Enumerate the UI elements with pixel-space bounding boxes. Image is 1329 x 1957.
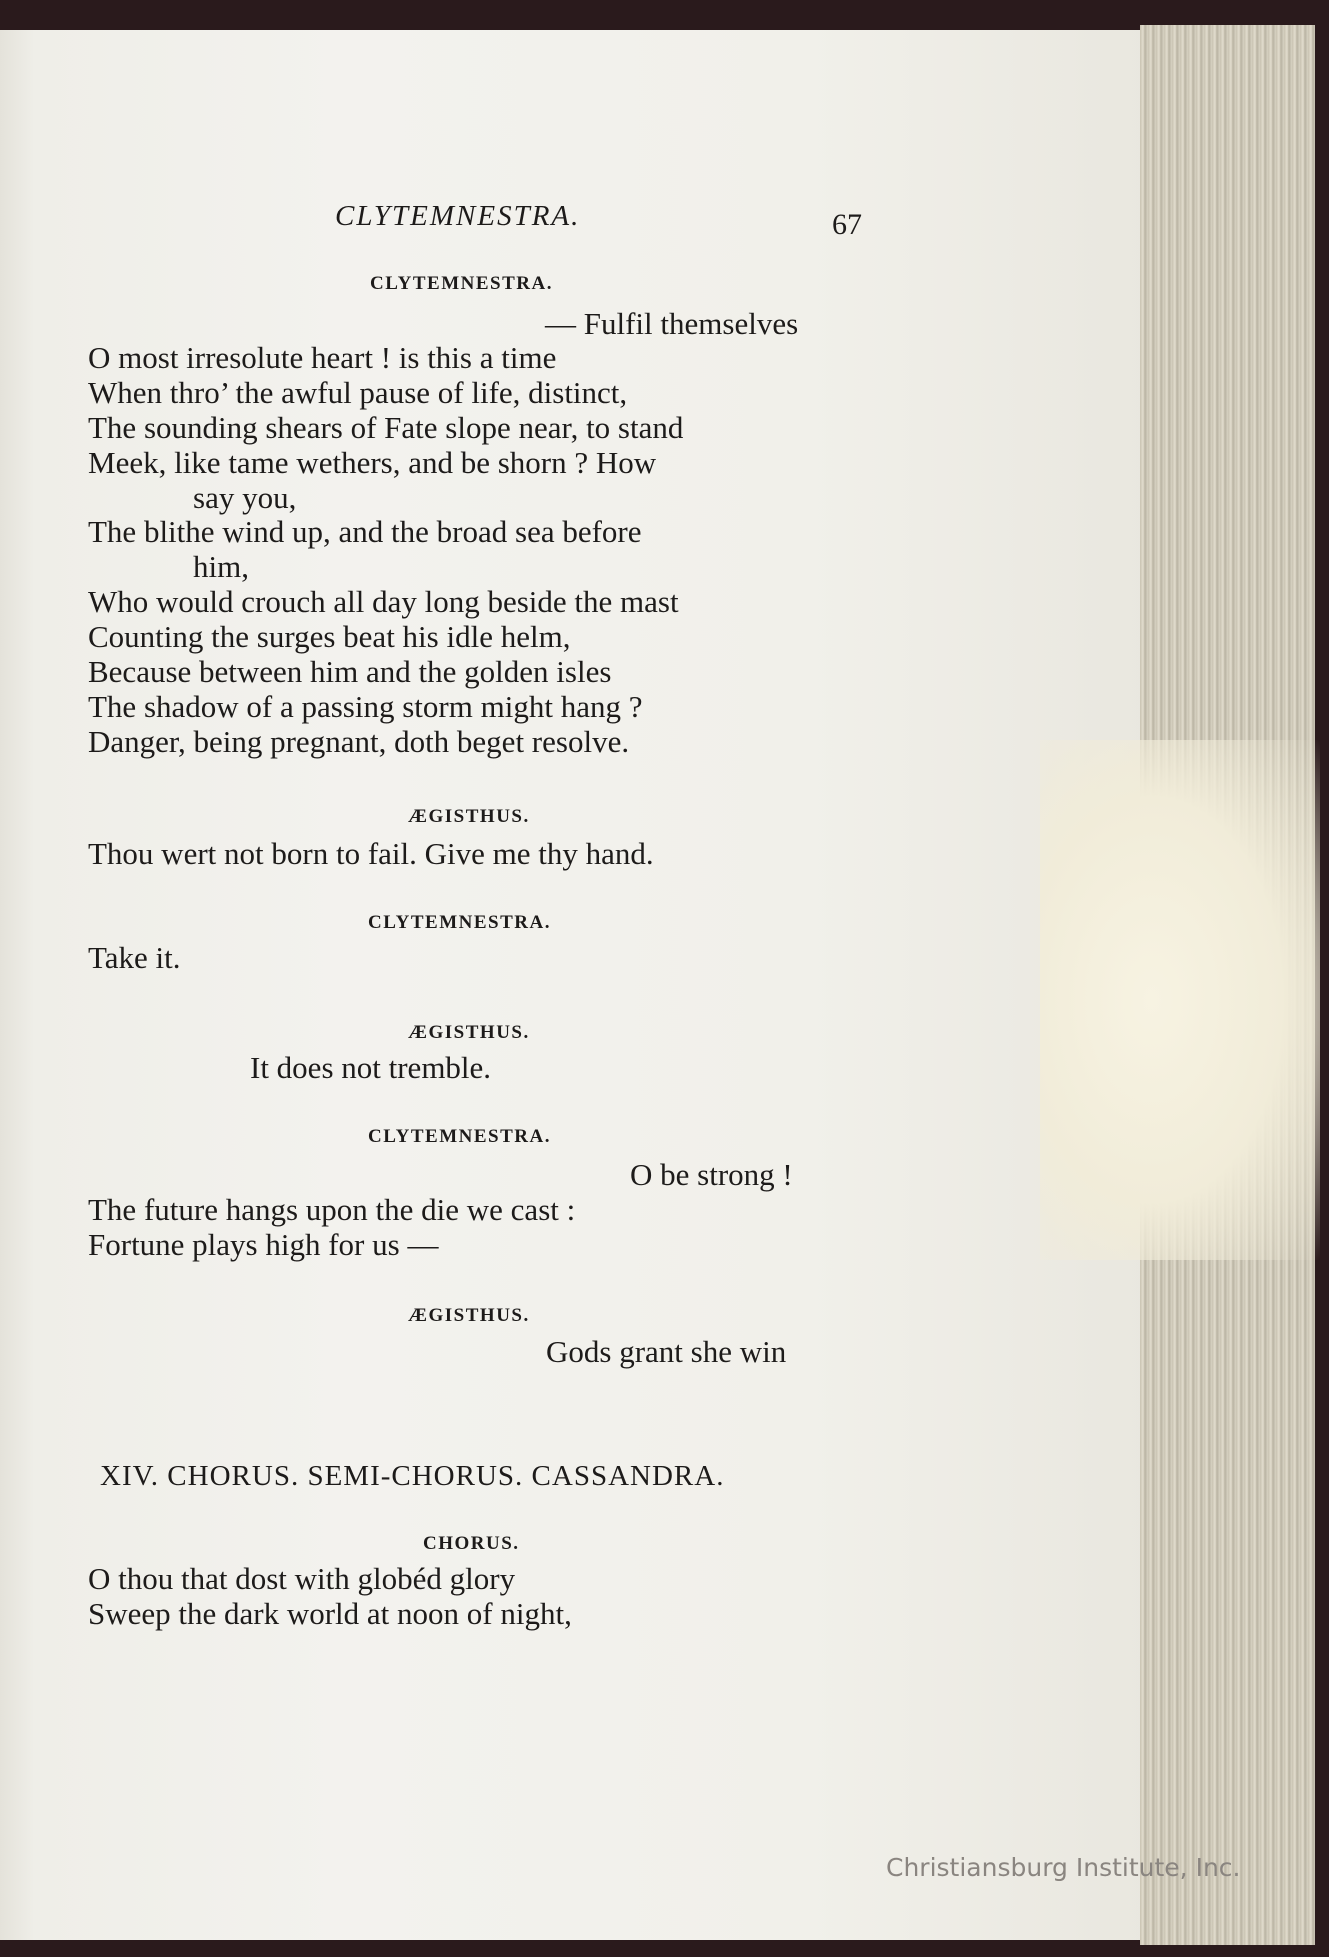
verse-line: The future hangs upon the die we cast : — [88, 1192, 576, 1227]
speaker-clytemnestra: CLYTEMNESTRA. — [368, 1126, 551, 1147]
section-heading: XIV. CHORUS. SEMI-CHORUS. CASSANDRA. — [100, 1460, 725, 1492]
verse-line: O thou that dost with globéd glory — [88, 1561, 516, 1596]
speaker-clytemnestra: CLYTEMNESTRA. — [368, 912, 551, 933]
verse-line: O most irresolute heart ! is this a time — [88, 340, 557, 375]
verse-line: Gods grant she win — [546, 1334, 787, 1369]
verse-line: him, — [193, 549, 249, 584]
speaker-aegisthus: ÆGISTHUS. — [408, 1022, 530, 1043]
speaker-clytemnestra: CLYTEMNESTRA. — [370, 273, 553, 294]
page-number: 67 — [832, 208, 862, 241]
verse-line: When thro’ the awful pause of life, distinct, — [88, 375, 628, 410]
light-glare — [1040, 740, 1320, 1260]
verse-line: — Fulfil themselves — [545, 306, 799, 341]
verse-line: It does not tremble. — [250, 1050, 492, 1085]
verse-line: Take it. — [88, 940, 181, 975]
verse-line: say you, — [193, 480, 297, 515]
verse-line: Because between him and the golden isles — [88, 654, 612, 689]
verse-line: The blithe wind up, and the broad sea before — [88, 514, 642, 549]
verse-line: The sounding shears of Fate slope near, to stand — [88, 410, 684, 445]
verse-line: The shadow of a passing storm might hang ? — [88, 689, 643, 724]
verse-line: Who would crouch all day long beside the mast — [88, 584, 679, 619]
verse-line: Thou wert not born to fail. Give me thy hand. — [88, 836, 654, 871]
verse-line: Sweep the dark world at noon of night, — [88, 1596, 572, 1631]
verse-line: O be strong ! — [630, 1157, 793, 1192]
running-head: CLYTEMNESTRA. — [335, 200, 581, 232]
watermark: Christiansburg Institute, Inc. — [886, 1853, 1241, 1882]
verse-line: Fortune plays high for us — — [88, 1227, 439, 1262]
speaker-chorus: CHORUS. — [423, 1533, 520, 1554]
speaker-aegisthus: ÆGISTHUS. — [408, 806, 530, 827]
verse-line: Counting the surges beat his idle helm, — [88, 619, 571, 654]
verse-line: Danger, being pregnant, doth beget resolve. — [88, 724, 630, 759]
verse-line: Meek, like tame wethers, and be shorn ? How — [88, 445, 657, 480]
speaker-aegisthus: ÆGISTHUS. — [408, 1305, 530, 1326]
